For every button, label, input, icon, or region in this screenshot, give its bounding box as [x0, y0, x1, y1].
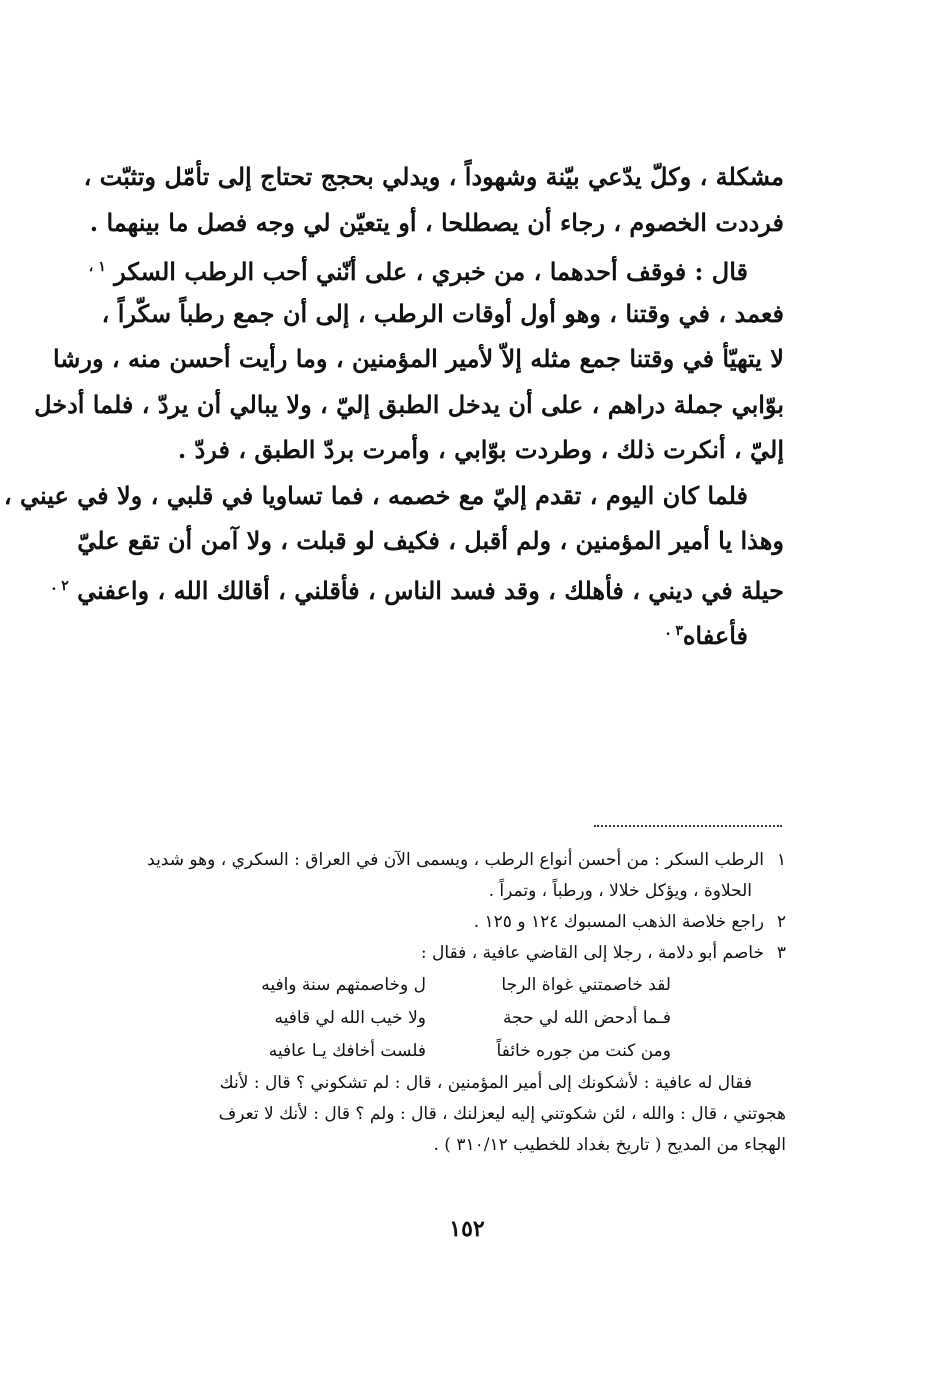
footnote-2: [118, 907, 786, 938]
footnote-ref: ٢ .: [51, 577, 69, 594]
footnote-text: الرطب السكر : من أحسن أنواع الرطب ، ويسمى الآن في العراق : السكري ، وهو شديد: [147, 850, 764, 870]
footnote-3-cont: هجوتني ، قال : والله ، لئن شكوتني إليه ليعزلنك ، قال : ولم ؟ قال : لأنك لا تعرف: [218, 1104, 786, 1124]
footnote-1: [118, 845, 786, 876]
footnote-3: [118, 938, 786, 969]
poem-first-hemistich: فـما أدحض الله لي حجة: [503, 1008, 671, 1028]
body-line: [88, 245, 784, 291]
poem-verse: [118, 1002, 786, 1035]
body-line: إليّ ، أنكرت ذلك ، وطردت بوّابي ، وأمرت بردّ الطبق ، فردّ .: [177, 435, 784, 464]
body-line-text: فأعفاه: [682, 621, 748, 650]
footnote-number: ١: [776, 850, 786, 870]
body-line: وهذا يا أمير المؤمنين ، ولم أقبل ، فكيف لو قبلت ، ولا آمن أن تقع عليّ: [77, 526, 784, 555]
body-line: فلما كان اليوم ، تقدم إليّ مع خصمه ، فما تساويا في قلبي ، ولا في عيني ،: [3, 480, 748, 510]
footnotes: [118, 845, 786, 1161]
poem-verse: [118, 1035, 786, 1068]
footnote-separator: [594, 825, 782, 827]
footnote-3-cont: فقال له عافية : لأشكونك إلى أمير المؤمنين ، قال : لم تشكوني ؟ قال : لأنك: [219, 1073, 752, 1093]
footnote-1-cont: الحلاوة ، ويؤكل خلالا ، ورطباً ، وتمراً .: [488, 881, 752, 901]
footnote-text: راجع خلاصة الذهب المسبوك ١٢٤ و ١٢٥ .: [473, 912, 764, 932]
body-line: [150, 609, 784, 655]
poem-second-hemistich: ل وخاصمتهم سنة وافيه: [261, 975, 426, 995]
footnote-number: ٣: [776, 943, 786, 963]
main-text: [3, 154, 784, 655]
footnote-number: ٢: [776, 912, 786, 932]
body-line: [51, 564, 784, 610]
body-line: فعمد ، في وقتنا ، وهو أول أوقات الرطب ، إلى أن جمع رطباً سكّراً ،: [101, 298, 784, 328]
body-line: بوّابي جملة دراهم ، على أن يدخل الطبق إليّ ، ولا يبالي أن يردّ ، فلما أدخل: [34, 389, 784, 419]
poem-verse: [118, 969, 786, 1002]
body-line: مشكلة ، وكلّ يدّعي بيّنة وشهوداً ، ويدلي بحجج تحتاج إلى تأمّل وتثبّت ،: [83, 162, 784, 191]
body-line: فرددت الخصوم ، رجاء أن يصطلحا ، أو يتعيّن لي وجه فصل ما بينهما .: [89, 207, 784, 237]
poem-second-hemistich: فلست أخافك يـا عافيه: [268, 1041, 426, 1061]
page-number: ١٥٢: [449, 1216, 485, 1242]
poem-second-hemistich: ولا خيب الله لي قافيه: [274, 1008, 426, 1028]
poem-first-hemistich: لقد خاصمتني غواة الرجا: [501, 975, 671, 995]
body-line: لا يتهيّأ في وقتنا جمع مثله إلاّ لأمير المؤمنين ، وما رأيت أحسن منه ، ورشا: [52, 344, 784, 373]
poem-first-hemistich: ومن كنت من جوره خائفاً: [496, 1041, 671, 1061]
footnote-ref: ٣ .: [665, 623, 683, 639]
footnote-3-cont: الهجاء من المديح ( تاريخ بغداد للخطيب ٣١٠/١٢ ) .: [433, 1135, 786, 1155]
footnote-text: خاصم أبو دلامة ، رجلا إلى القاضي عافية ، فقال :: [420, 943, 764, 963]
footnote-ref: ١ ،: [88, 259, 106, 275]
body-line-text: حيلة في ديني ، فأهلك ، وقد فسد الناس ، فأقلني ، أقالك الله ، واعفني: [77, 575, 784, 605]
body-line-text: قال : فوقف أحدهما ، من خبري ، على أنّني أحب الرطب السكر: [114, 257, 748, 286]
